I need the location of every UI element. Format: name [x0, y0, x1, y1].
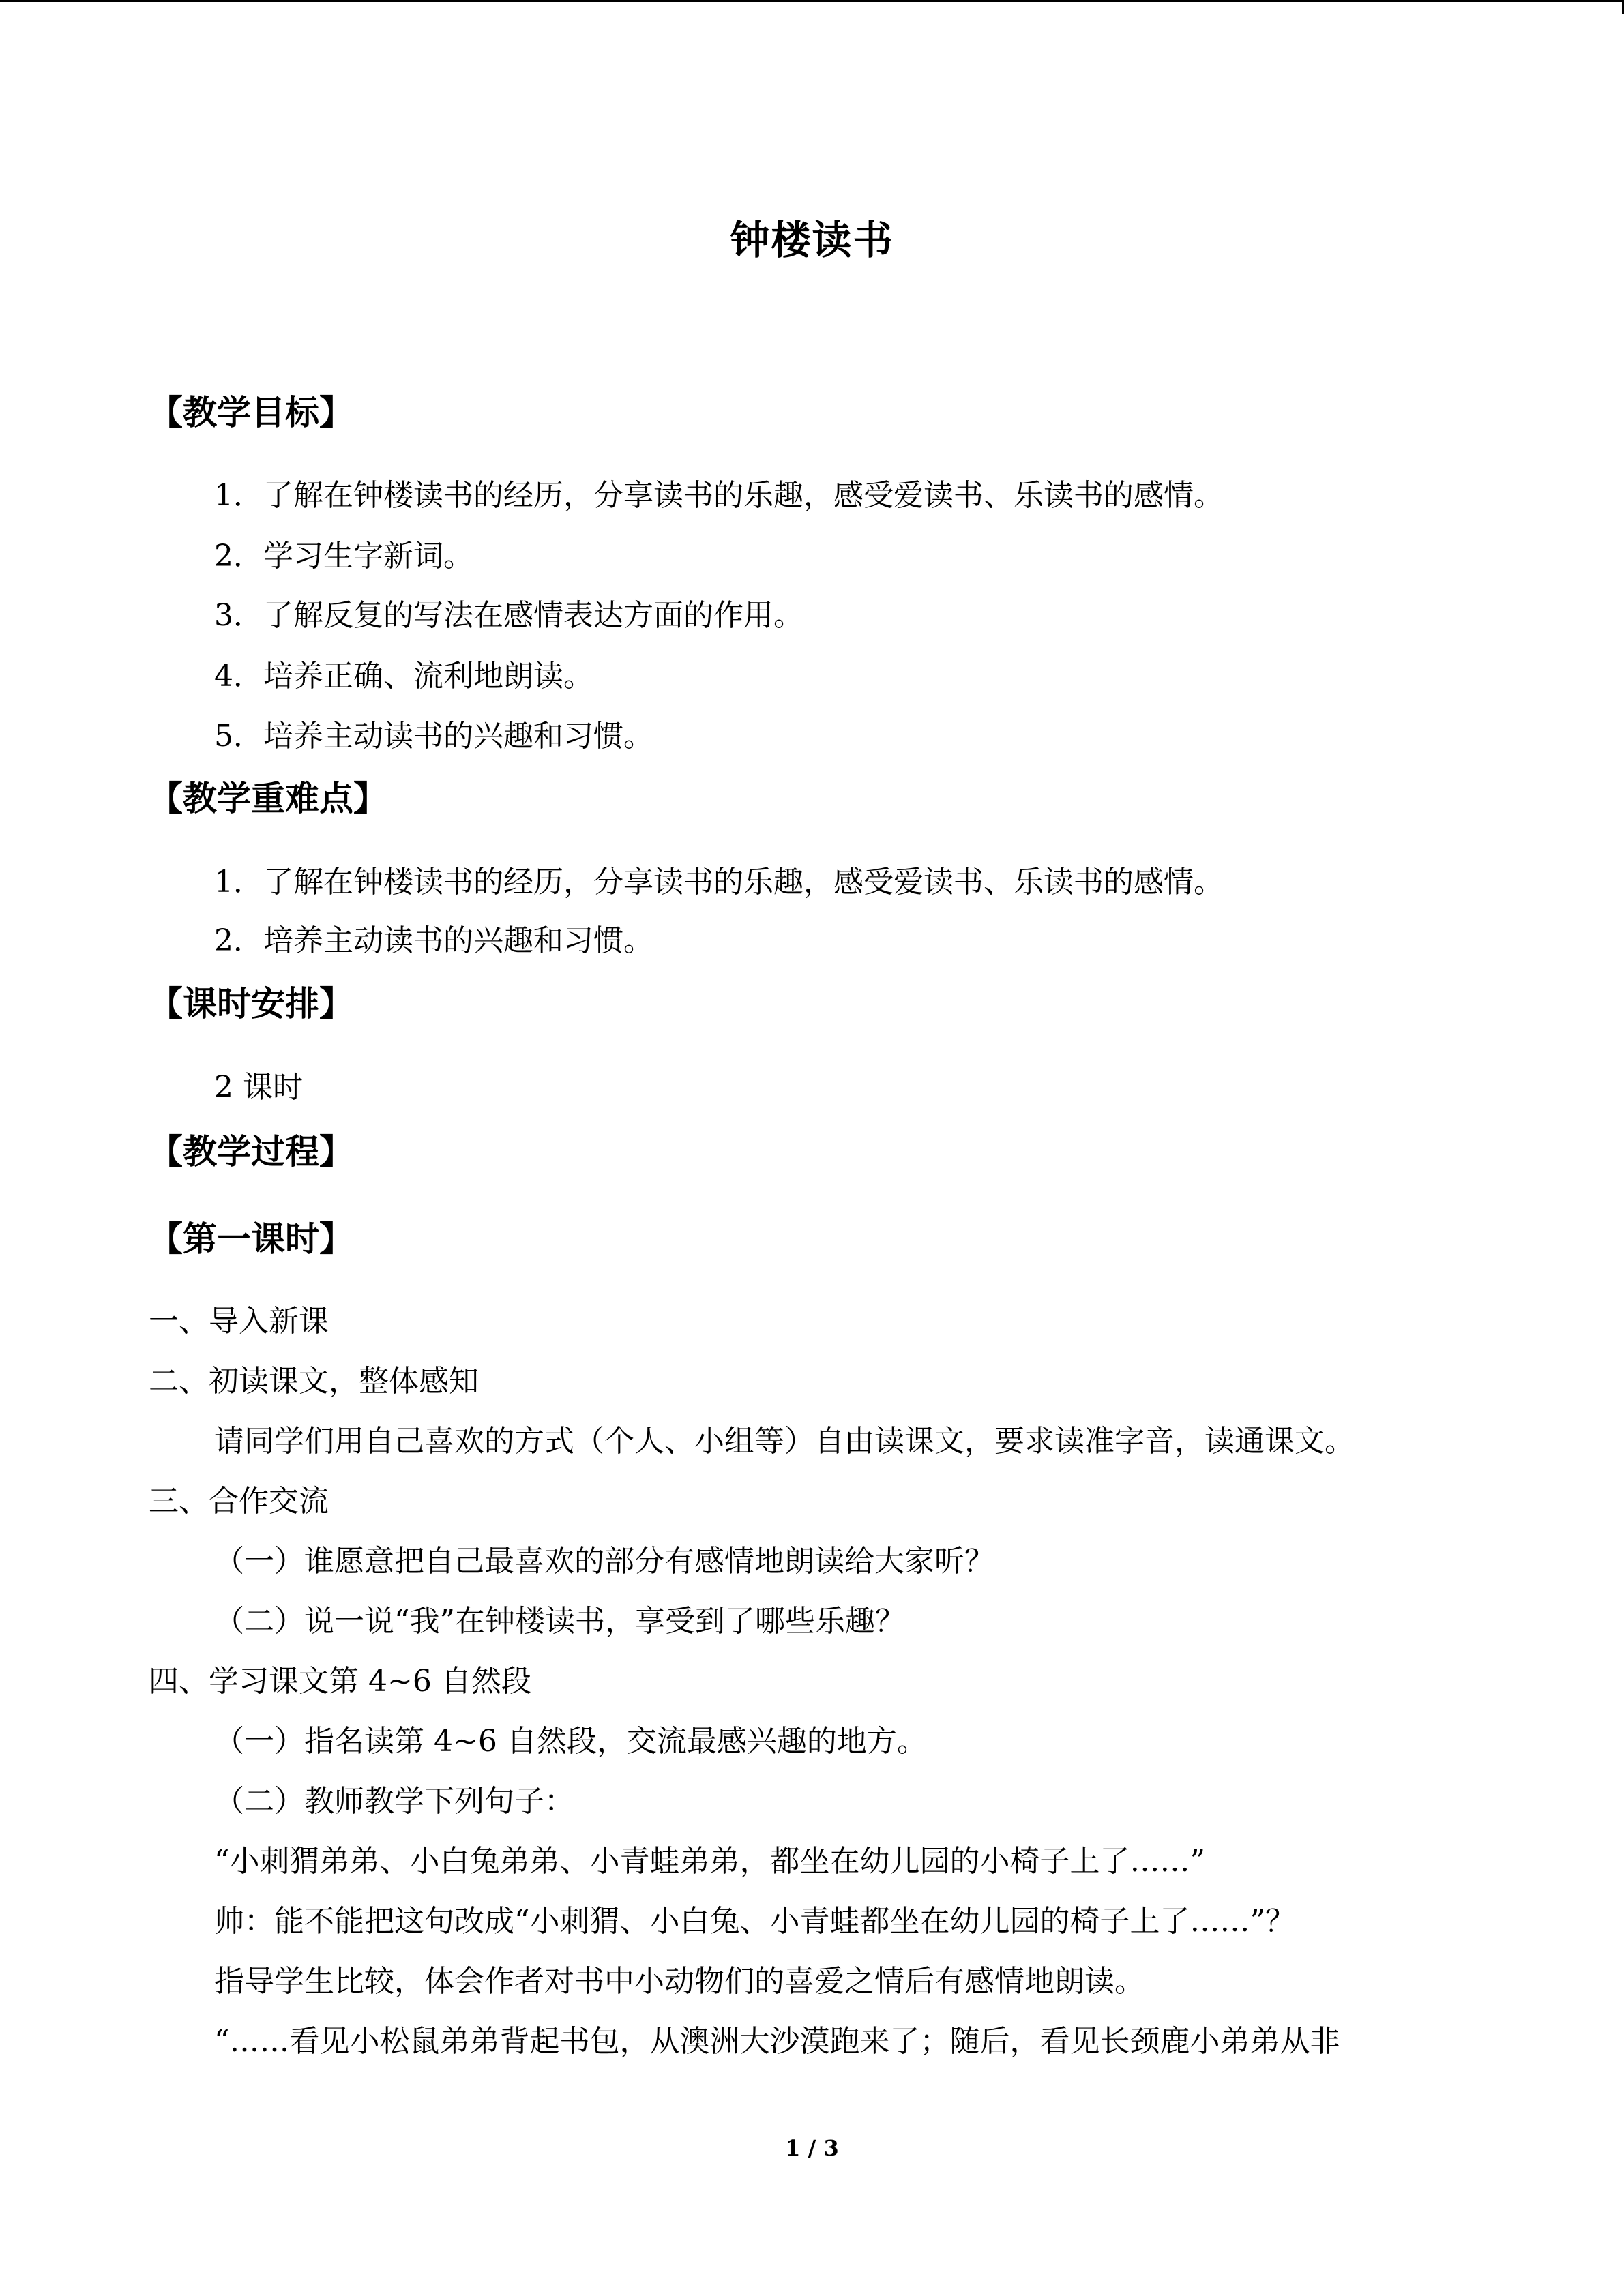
heading-key-points: 【教学重难点】 — [149, 778, 387, 818]
process-step: 四、学习课文第 4~6 自然段 — [149, 1664, 531, 1699]
process-step: 三、合作交流 — [149, 1484, 329, 1519]
process-detail: 指导学生比较，体会作者对书中小动物们的喜爱之情后有感情地朗读。 — [214, 1964, 1145, 1999]
key-point-item: 2．培养主动读书的兴趣和习惯。 — [214, 923, 653, 958]
goal-item: 4．培养正确、流利地朗读。 — [214, 659, 593, 694]
process-detail: “……看见小松鼠弟弟背起书包，从澳洲大沙漠跑来了；随后，看见长颈鹿小弟弟从非 — [214, 2024, 1340, 2059]
goal-item: 2．学习生字新词。 — [214, 539, 473, 573]
page-title: 钟楼读书 — [730, 217, 894, 263]
process-detail: 帅：能不能把这句改成“小刺猬、小白兔、小青蛙都坐在幼儿园的椅子上了……”？ — [214, 1904, 1295, 1939]
process-detail: 请同学们用自己喜欢的方式（个人、小组等）自由读课文，要求读准字音，读通课文。 — [214, 1424, 1355, 1459]
process-detail: “小刺猬弟弟、小白兔弟弟、小青蛙弟弟，都坐在幼儿园的小椅子上了……” — [214, 1844, 1205, 1879]
goal-item: 3．了解反复的写法在感情表达方面的作用。 — [214, 598, 803, 633]
top-border-line — [0, 0, 1624, 2]
key-point-item: 1．了解在钟楼读书的经历，分享读书的乐趣，感受爱读书、乐读书的感情。 — [214, 865, 1224, 899]
process-detail: （一）谁愿意把自己最喜欢的部分有感情地朗读给大家听？ — [214, 1544, 994, 1579]
goal-item: 5．培养主动读书的兴趣和习惯。 — [214, 719, 653, 754]
process-step: 一、导入新课 — [149, 1304, 329, 1339]
process-detail: （二）说一说“我”在钟楼读书，享受到了哪些乐趣？ — [214, 1604, 905, 1639]
heading-teaching-goals: 【教学目标】 — [149, 392, 353, 432]
heading-first-lesson: 【第一课时】 — [149, 1219, 353, 1259]
page-indicator: 1 / 3 — [785, 2135, 839, 2161]
heading-teaching-process: 【教学过程】 — [149, 1131, 353, 1172]
process-detail: （二）教师教学下列句子： — [214, 1784, 574, 1819]
process-detail: （一）指名读第 4~6 自然段，交流最感兴趣的地方。 — [214, 1724, 927, 1759]
heading-schedule: 【课时安排】 — [149, 983, 353, 1024]
schedule-text: 2 课时 — [214, 1070, 303, 1105]
process-step: 二、初读课文，整体感知 — [149, 1364, 479, 1399]
goal-item: 1．了解在钟楼读书的经历，分享读书的乐趣，感受爱读书、乐读书的感情。 — [214, 478, 1224, 513]
